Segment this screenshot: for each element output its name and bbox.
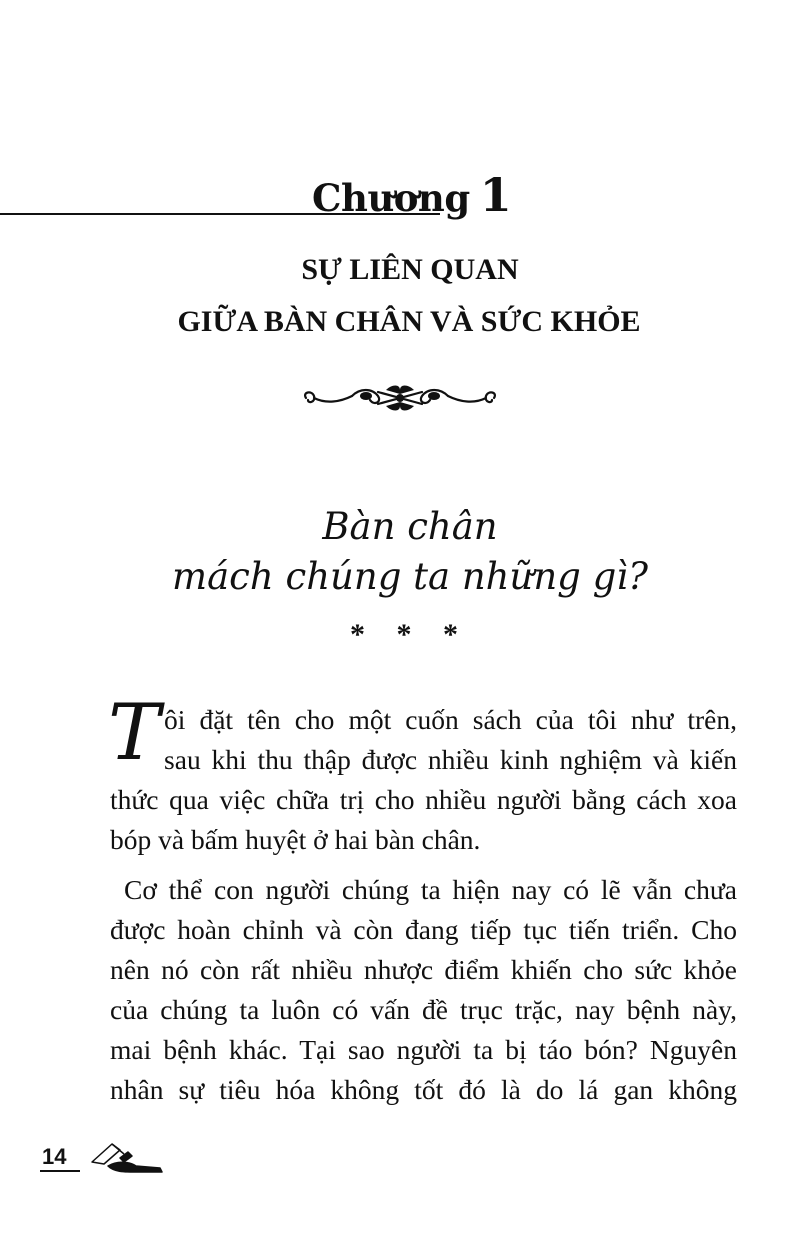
paragraph-2-line: nhân sự tiêu hóa không tốt đó là do lá gan không [110,1074,737,1105]
paragraph-2-line: Cơ thể con người chúng ta hiện nay có lẽ vẫn chưa [124,874,737,905]
footer-rule [40,1170,80,1172]
page-footer [30,1140,170,1180]
body-text [108,688,737,1110]
paragraph-2-line: của chúng ta luôn có vấn đề trục trặc, nay bệnh này, [110,994,737,1025]
section-heading-line2: GIỮA BÀN CHÂN VÀ SỨC KHỎE [177,305,641,338]
paragraph-1-line: bóp và bấm huyệt ở hai bàn chân. [110,824,481,855]
page-number: 14 [42,1144,67,1169]
paragraph-2-line: mai bệnh khác. Tại sao người ta bị táo bón? Nguyên [110,1034,737,1065]
chapter-header [0,168,800,228]
paragraph-2-line: nên nó còn rất nhiều nhược điểm khiến cho sức khỏe [110,954,737,985]
paragraph-1 [108,688,737,860]
paragraph-1-line: ôi đặt tên cho một cuốn sách của tôi như trên, [164,704,737,735]
paragraph-2 [110,870,737,1110]
subtitle-line2: mách chúng ta những gì? [172,555,648,598]
flourish-divider-icon [300,380,500,416]
chapter-number: 1 [479,168,512,222]
chapter-word: Chương [312,176,470,220]
paragraph-2-line: được hoàn chỉnh và còn đang tiếp tục tiến triển. Cho [110,914,737,945]
section-separator: * * * [350,618,470,651]
quill-pen-icon [90,1140,165,1176]
subtitle-line1: Bàn chân [322,505,498,548]
paragraph-1-line: thức qua việc chữa trị cho nhiều người bằng cách xoa [110,784,737,815]
section-heading-line1: SỰ LIÊN QUAN [301,253,519,286]
chapter-title [312,168,512,222]
drop-cap: T [108,688,161,778]
paragraph-1-line: sau khi thu thập được nhiều kinh nghiệm và kiến [164,744,737,775]
